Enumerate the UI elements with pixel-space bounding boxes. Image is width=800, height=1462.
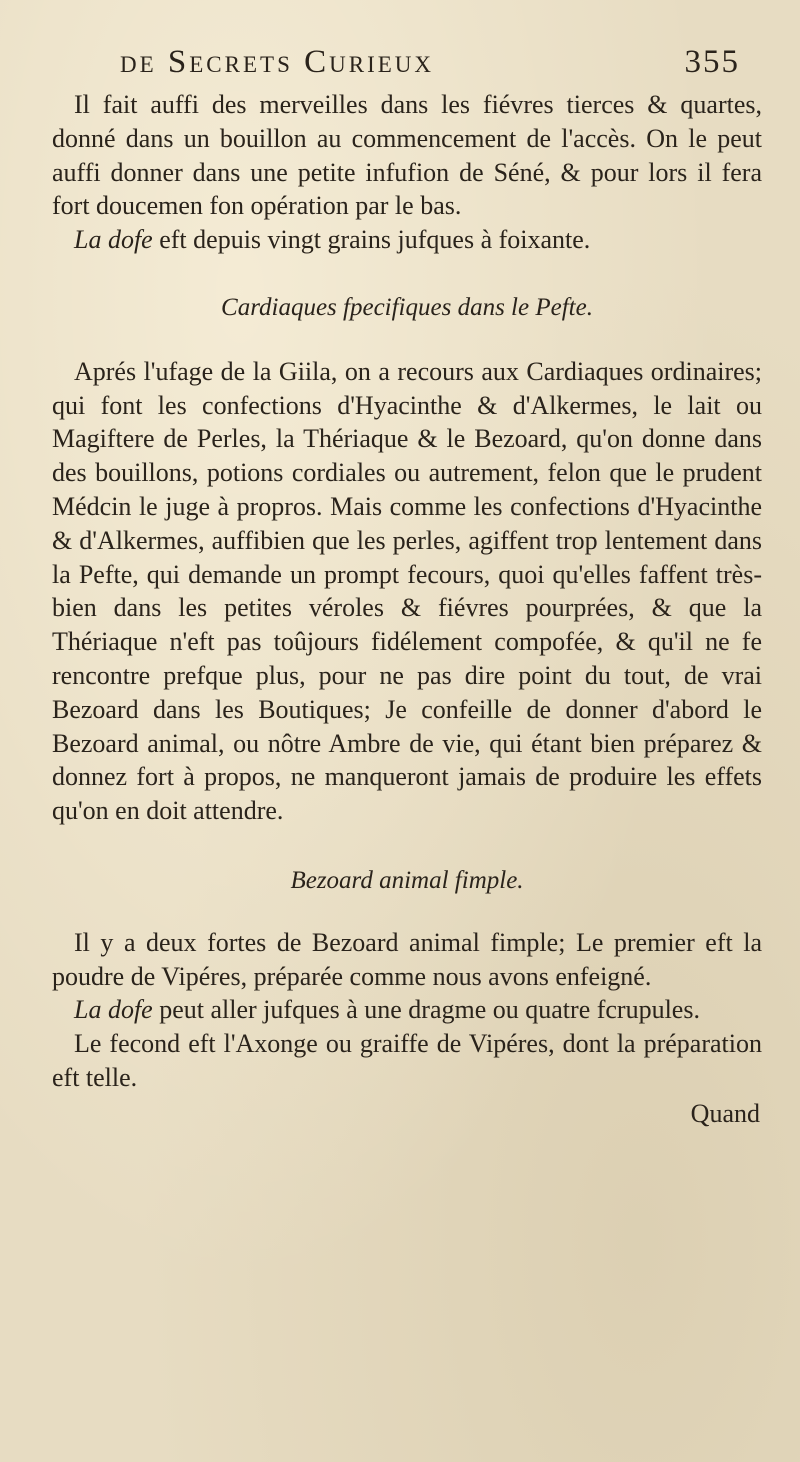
paragraph-fevers: Il fait auffi des merveilles dans les fiévres tierces & quartes, donné dans un bouillon au commencement de l'accès. On le peut auffi donner dans une petite infufion de Séné, & pour lors il fera fort doucemen fon opération par le bas.	[52, 90, 762, 221]
dose-text: peut aller jufques à une dragme ou quatre fcrupules.	[152, 995, 700, 1025]
section-heading-bezoard: Bezoard animal fimple.	[290, 866, 524, 894]
paragraph-cardiaques: Aprés l'ufage de la Giila, on a recours aux Cardiaques ordinaires; qui font les confections d'Hyacinthe & d'Alkermes, le lait ou Magiftere de Perles, la Thériaque & le Bezoard, qu'on donne dans des bouillons, potions cordiales ou autrement, felon que le prudent Médcin le juge à propros. Mais comme les confections d'Hyacinthe & d'Alkermes, auffibien que les perles, agiffent trop lentement dans la Pefte, qui demande un prompt fecours, quoi qu'elles faffent très-bien dans les petites véroles & fiévres pourprées, & que la Thériaque n'eft pas toûjours fidélement compofée, & qu'il ne fe rencontre prefque plus, pour ne pas dire point du tout, de vrai Bezoard dans les Boutiques; Je confeille de donner d'abord le Bezoard animal, ou nôtre Ambre de vie, qui étant bien préparez & donnez fort à propos, ne manqueront jamais de produire les effets qu'on en doit attendre.	[52, 356, 762, 826]
page-number: 355	[684, 44, 740, 80]
section-heading-cardiaques: Cardiaques fpecifiques dans le Pefte.	[221, 293, 593, 321]
paragraph-axonge: Le fecond eft l'Axonge ou graiffe de Vipéres, dont la préparation eft telle.	[52, 1029, 762, 1092]
dose-text: eft depuis vingt grains jufques à foixante.	[152, 225, 591, 255]
catchword: Quand	[690, 1098, 760, 1128]
dose-label: La dofe	[74, 225, 153, 255]
running-title: de Secrets Curieux	[120, 44, 435, 80]
paragraph-bezoard-types: Il y a deux fortes de Bezoard animal fimple; Le premier eft la poudre de Vipéres, préparée comme nous avons enfeigné.	[52, 927, 762, 991]
body-text	[52, 88, 762, 1131]
dose-label: La dofe	[74, 995, 153, 1025]
paragraph-dose-2	[52, 993, 762, 1027]
paragraph-dose-1	[52, 223, 762, 257]
running-head	[120, 44, 740, 88]
